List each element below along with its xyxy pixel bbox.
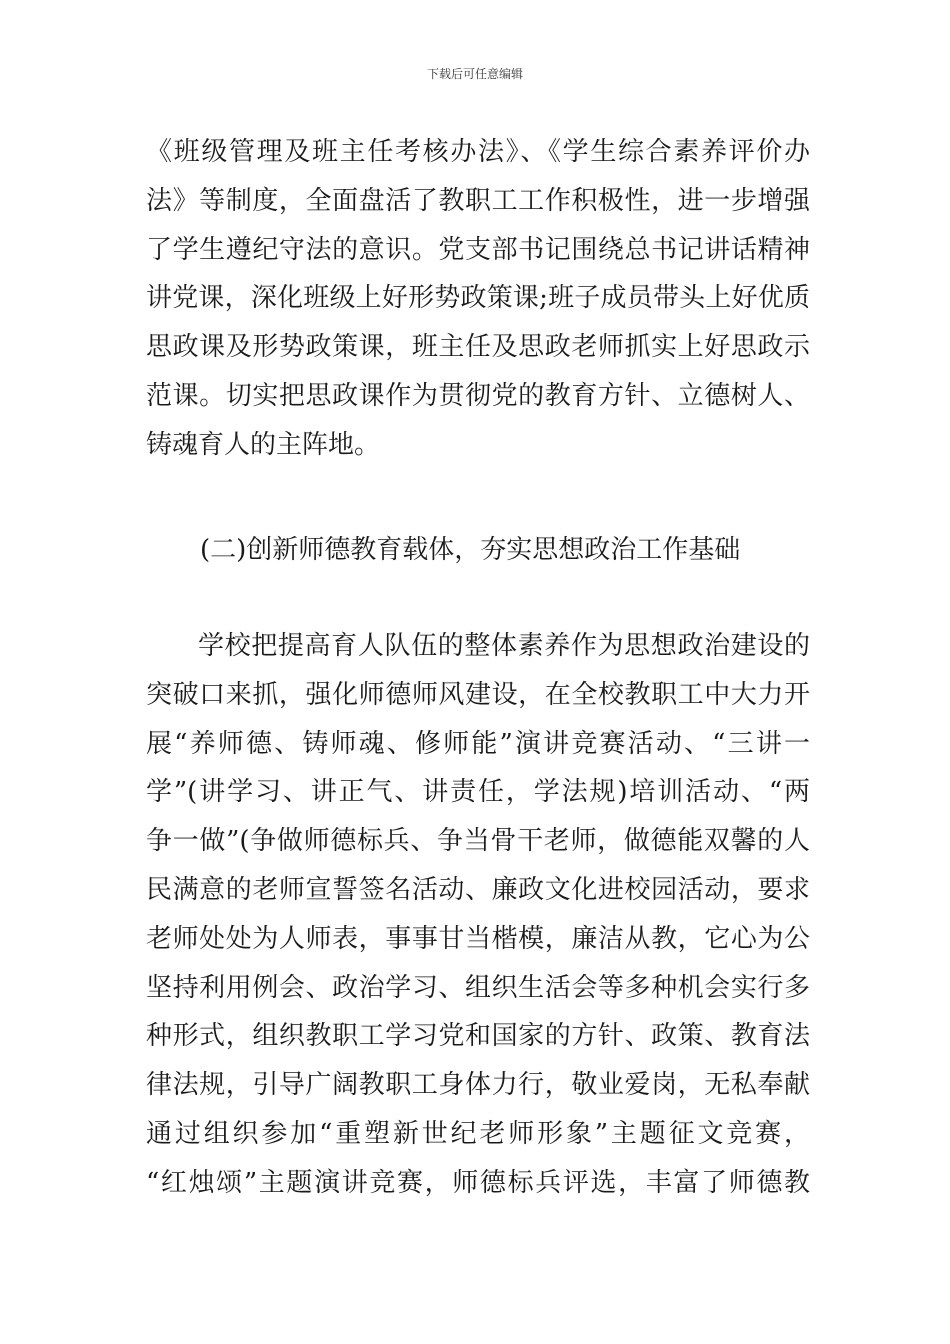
- paragraph-2-line: 坚持利用例会、政治学习、组织生活会等多种机会实行多: [146, 972, 810, 1003]
- paragraph-2-line: 学校把提高育人队伍的整体素养作为思想政治建设的: [198, 631, 810, 661]
- paragraph-1-line: 讲党课，深化班级上好形势政策课;班子成员带头上好优质: [146, 283, 810, 314]
- paragraph-2-line: 种形式，组织教职工学习党和国家的方针、政策、教育法: [146, 1021, 810, 1052]
- paragraph-2-line: “红烛颂”主题演讲竞赛，师德标兵评选，丰富了师德教: [146, 1167, 810, 1198]
- paragraph-1-line: 范课。切实把思政课作为贯彻党的教育方针、立德树人、: [146, 380, 810, 411]
- paragraph-1-line: 法》等制度，全面盘活了教职工工作积极性，进一步增强: [146, 185, 810, 216]
- paragraph-2-line: 民满意的老师宣誓签名活动、廉政文化进校园活动，要求: [146, 874, 810, 905]
- paragraph-2-line: 通过组织参加“重塑新世纪老师形象”主题征文竞赛，: [146, 1118, 810, 1149]
- paragraph-2-line: 老师处处为人师表，事事甘当楷模，廉洁从教，它心为公: [146, 923, 810, 954]
- paragraph-1: [146, 128, 810, 470]
- paragraph-2-line: 学”(讲学习、讲正气、讲责任，学法规)培训活动、“两: [146, 777, 810, 808]
- paragraph-1-line: 了学生遵纪守法的意识。党支部书记围绕总书记讲话精神: [146, 234, 810, 265]
- paragraph-2-line: 争一做”(争做师德标兵、争当骨干老师，做德能双馨的人: [146, 826, 810, 857]
- paragraph-1-line: 思政课及形势政策课，班主任及思政老师抓实上好思政示: [146, 332, 810, 363]
- paragraph-1-line: 《班级管理及班主任考核办法》、《学生综合素养评价办: [146, 137, 810, 167]
- paragraph-2-line: 突破口来抓，强化师德师风建设，在全校教职工中大力开: [146, 679, 810, 710]
- page-header: 下载后可任意编辑: [426, 67, 523, 81]
- paragraph-2: [146, 622, 810, 1208]
- section-heading: (二)创新师德教育载体，夯实思想政治工作基础: [200, 535, 741, 565]
- paragraph-2-line: 律法规，引导广阔教职工身体力行，敬业爱岗，无私奉献: [146, 1070, 810, 1101]
- paragraph-2-line: 展“养师德、铸师魂、修师能”演讲竞赛活动、“三讲一: [146, 728, 810, 759]
- paragraph-1-line: 铸魂育人的主阵地。: [146, 429, 381, 460]
